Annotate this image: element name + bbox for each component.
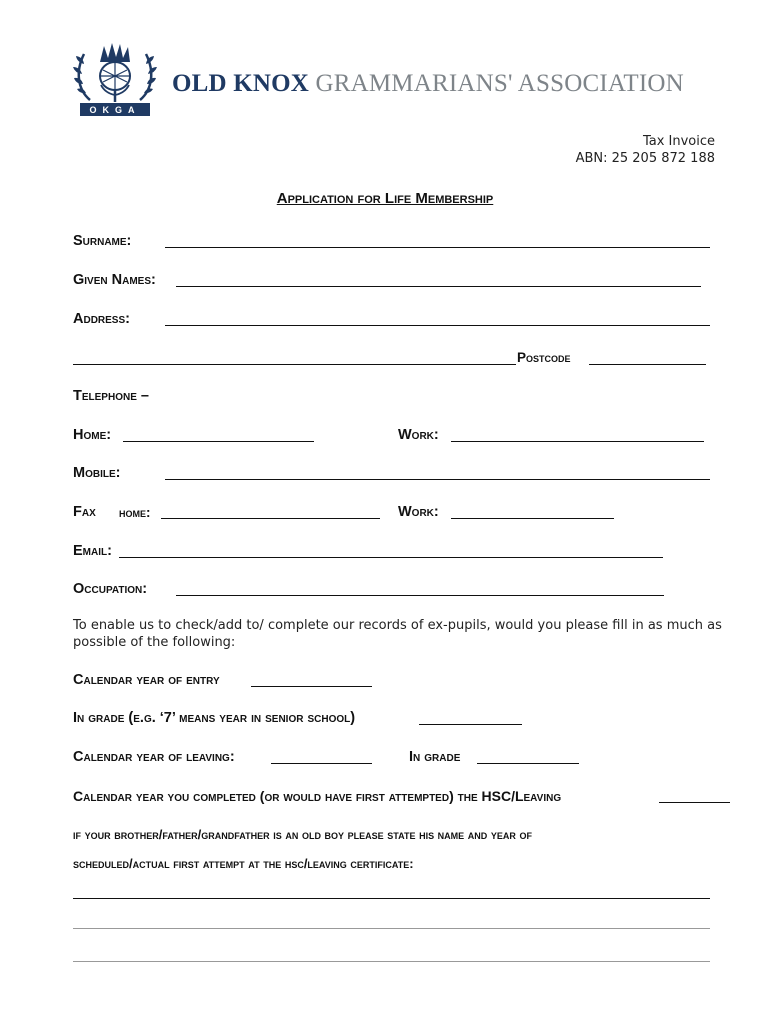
address-label: Address: <box>73 311 130 327</box>
relative-info-line2: scheduled/actual first attempt at the hsc/leaving certificate: <box>73 856 414 871</box>
occupation-field[interactable] <box>176 595 664 596</box>
work-phone-label: Work: <box>398 427 439 443</box>
leaving-grade-label: In grade <box>409 749 461 765</box>
okga-crest-logo <box>70 40 160 120</box>
fax-work-label: Work: <box>398 504 439 520</box>
form-title: Application for Life Membership <box>276 190 494 207</box>
leaving-grade-field[interactable] <box>477 763 579 764</box>
invoice-info <box>576 133 715 167</box>
address-field-line1[interactable] <box>165 325 710 326</box>
work-phone-field[interactable] <box>451 441 704 442</box>
email-label: Email: <box>73 543 112 559</box>
fax-label: Fax <box>73 504 96 520</box>
mobile-field[interactable] <box>165 479 710 480</box>
hsc-year-label: Calendar year you completed (or would have first attempted) the HSC/Leaving <box>73 788 562 804</box>
postcode-field[interactable] <box>589 364 706 365</box>
thistle-icon <box>70 40 160 120</box>
year-of-leaving-label: Calendar year of leaving: <box>73 749 235 765</box>
org-name-part2: GRAMMARIANS' ASSOCIATION <box>315 70 684 97</box>
organization-name <box>172 70 684 98</box>
year-of-leaving-field[interactable] <box>271 763 372 764</box>
relative-info-field-line3[interactable] <box>73 961 710 962</box>
given-names-field[interactable] <box>176 286 701 287</box>
surname-label: Surname: <box>73 233 132 249</box>
mobile-label: Mobile: <box>73 465 121 481</box>
home-phone-field[interactable] <box>123 441 314 442</box>
relative-info-field-line2[interactable] <box>73 928 710 929</box>
year-of-entry-field[interactable] <box>251 686 372 687</box>
telephone-label: Telephone – <box>73 388 149 404</box>
address-field-line2[interactable] <box>73 364 516 365</box>
fax-work-field[interactable] <box>451 518 614 519</box>
email-field[interactable] <box>119 557 663 558</box>
relative-info-line1: if your brother/father/grandfather is an old boy please state his name and year of <box>73 827 533 842</box>
entry-grade-label: In grade (e.g. ‘7’ means year in senior school) <box>73 710 356 726</box>
abn-label: ABN: 25 205 872 188 <box>575 151 715 166</box>
fax-home-field[interactable] <box>161 518 380 519</box>
home-phone-label: Home: <box>73 427 112 443</box>
intro-paragraph: To enable us to check/add to/ complete our records of ex-pupils, would you please fill in as much as possible of the following: <box>73 618 722 650</box>
entry-grade-field[interactable] <box>419 724 522 725</box>
logo-banner-text: OKGA <box>89 105 141 115</box>
year-of-entry-label: Calendar year of entry <box>73 672 220 688</box>
fax-home-label: home: <box>119 505 151 520</box>
relative-info-field-line1[interactable] <box>73 898 710 899</box>
postcode-label: Postcode <box>517 350 571 365</box>
tax-invoice-label: Tax Invoice <box>642 134 715 149</box>
occupation-label: Occupation: <box>73 581 148 597</box>
given-names-label: Given Names: <box>73 272 156 288</box>
hsc-year-field[interactable] <box>659 802 730 803</box>
surname-field[interactable] <box>165 247 710 248</box>
org-name-part1: OLD KNOX <box>172 70 310 97</box>
